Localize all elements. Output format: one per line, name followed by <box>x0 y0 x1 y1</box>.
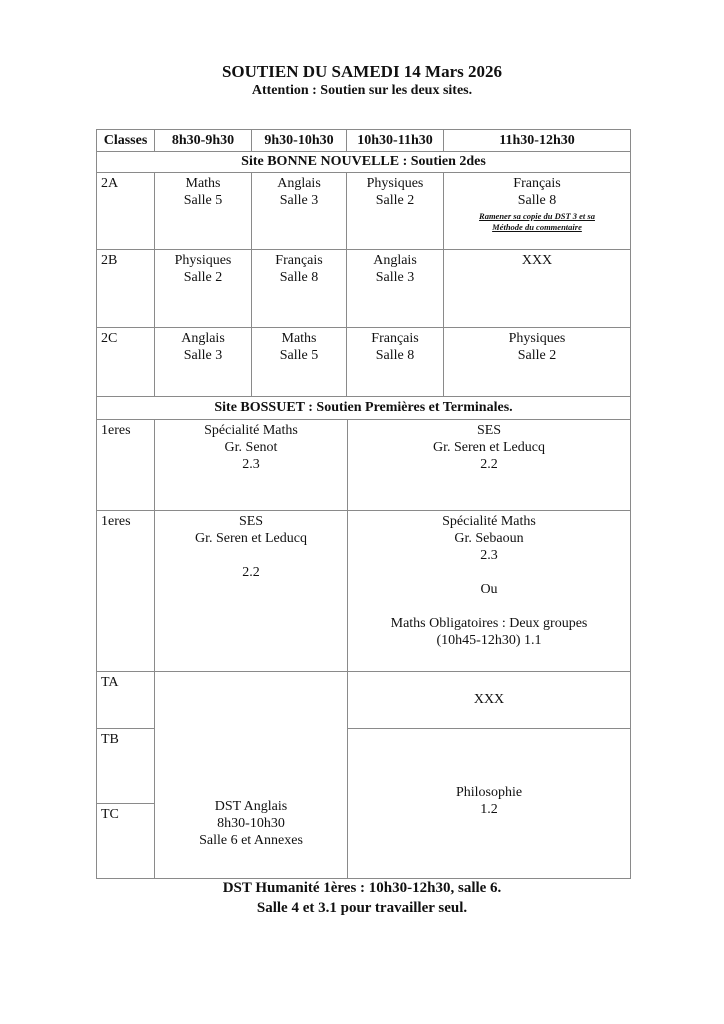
slot-cell-terminales-left <box>154 671 348 879</box>
footer-note-2: Salle 4 et 3.1 pour travailler seul. <box>256 900 468 916</box>
column-header-slot-1: 8h30-9h30 <box>154 129 252 152</box>
slot-cell-1eres-a-right <box>347 419 631 511</box>
slot-cell-2a-4 <box>443 172 631 250</box>
class-label-2b: 2B <box>96 249 155 328</box>
room: 2.3 <box>242 457 260 472</box>
room: Salle 8 <box>279 270 319 285</box>
page-title: SOUTIEN DU SAMEDI 14 Mars 2026 <box>221 62 503 81</box>
site-bossuet-heading: Site BOSSUET : Soutien Premières et Terminales. <box>96 396 631 420</box>
slot-cell-2c-1 <box>154 327 252 397</box>
column-header-classes: Classes <box>96 129 155 152</box>
instruction-note-line-2: Méthode du commentaire <box>492 222 582 232</box>
class-label-2a: 2A <box>96 172 155 250</box>
alternative-subject: Maths Obligatoires : Deux groupes <box>390 616 588 631</box>
room: Salle 5 <box>183 193 223 208</box>
footer-note-1: DST Humanité 1ères : 10h30-12h30, salle 6. <box>222 880 502 896</box>
subject: Anglais <box>277 176 321 191</box>
subject: Spécialité Maths <box>442 514 536 529</box>
slot-cell-2c-3 <box>346 327 444 397</box>
column-header-slot-2: 9h30-10h30 <box>251 129 347 152</box>
subject: Spécialité Maths <box>204 423 298 438</box>
slot-cell-2b-2 <box>251 249 347 328</box>
subject: Philosophie <box>455 785 523 800</box>
slot-cell-2b-3 <box>346 249 444 328</box>
column-header-slot-3: 10h30-11h30 <box>346 129 444 152</box>
subject: Maths <box>185 176 221 191</box>
slot-cell-2b-4 <box>443 249 631 328</box>
group: Gr. Seren et Leducq <box>195 531 307 546</box>
slot-cell-1eres-a-left <box>154 419 348 511</box>
room: Salle 3 <box>279 193 319 208</box>
class-label-tc: TC <box>96 803 155 879</box>
class-label-1eres-a: 1eres <box>96 419 155 511</box>
room: Salle 5 <box>279 348 319 363</box>
room: 2.3 <box>480 548 498 563</box>
site-bonne-nouvelle-heading: Site BONNE NOUVELLE : Soutien 2des <box>96 151 631 173</box>
class-label-tb: TB <box>96 728 155 804</box>
room: Salle 2 <box>183 270 223 285</box>
room: Salle 2 <box>375 193 415 208</box>
group: Gr. Senot <box>224 440 278 455</box>
group: Gr. Sebaoun <box>454 531 524 546</box>
subject: Physiques <box>508 331 566 346</box>
subject: Physiques <box>174 253 232 268</box>
subject: Français <box>513 176 561 191</box>
class-label-2c: 2C <box>96 327 155 397</box>
column-header-slot-4: 11h30-12h30 <box>443 129 631 152</box>
subject: Physiques <box>366 176 424 191</box>
slot-cell-1eres-b-right <box>347 510 631 672</box>
slot-cell-2c-2 <box>251 327 347 397</box>
slot-cell-2a-2 <box>251 172 347 250</box>
slot-cell-2a-1 <box>154 172 252 250</box>
slot-cell-2c-4 <box>443 327 631 397</box>
slot-cell-1eres-b-left <box>154 510 348 672</box>
class-label-ta: TA <box>96 671 155 729</box>
page-subtitle: Attention : Soutien sur les deux sites. <box>251 83 473 98</box>
placeholder-xxx: XXX <box>473 692 505 707</box>
slot-cell-2a-3 <box>346 172 444 250</box>
subject: SES <box>476 423 502 438</box>
slot-cell-tbtc-right <box>347 728 631 879</box>
slot-cell-2b-1 <box>154 249 252 328</box>
instruction-note-line-1: Ramener sa copie du DST 3 et sa <box>479 211 595 221</box>
subject: Français <box>275 253 323 268</box>
alternative-separator: Ou <box>480 582 498 597</box>
group: Gr. Seren et Leducq <box>433 440 545 455</box>
room: 2.2 <box>480 457 498 472</box>
room: Salle 3 <box>375 270 415 285</box>
class-label-1eres-b: 1eres <box>96 510 155 672</box>
slot-cell-ta-right <box>347 671 631 729</box>
subject: Anglais <box>181 331 225 346</box>
exam-title: DST Anglais <box>214 799 288 814</box>
exam-time: 8h30-10h30 <box>217 816 285 831</box>
subject: Maths <box>281 331 317 346</box>
subject: Anglais <box>373 253 417 268</box>
exam-room: Salle 6 et Annexes <box>199 833 303 848</box>
room: Salle 3 <box>183 348 223 363</box>
room: Salle 2 <box>517 348 557 363</box>
room: Salle 8 <box>375 348 415 363</box>
room: 1.2 <box>480 802 498 817</box>
subject: Français <box>371 331 419 346</box>
room: Salle 8 <box>517 193 557 208</box>
alternative-time-room: (10h45-12h30) 1.1 <box>436 633 542 648</box>
room: 2.2 <box>242 565 260 580</box>
subject: XXX <box>521 253 553 268</box>
subject: SES <box>238 514 264 529</box>
